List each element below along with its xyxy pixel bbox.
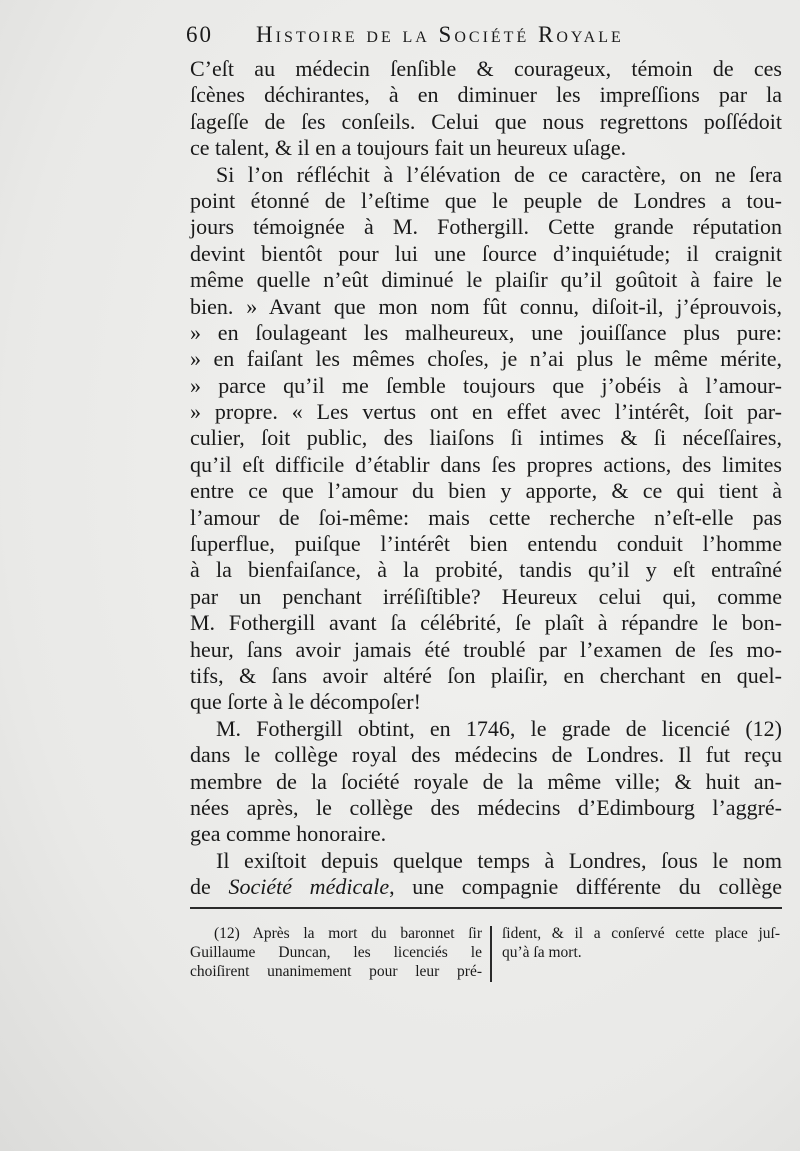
running-head: Histoire de la Société Royale <box>256 22 624 47</box>
footnote-line: Guillaume Duncan, les licenciés le <box>190 944 482 961</box>
text-line: » en faiſant les mêmes choſes, je n’ai plus le même mérite, <box>190 346 782 372</box>
text-line <box>190 874 782 900</box>
main-text <box>190 56 782 901</box>
text-line: Si l’on réfléchit à l’élévation de ce caractère, on ne ſera <box>216 161 782 187</box>
text-line: à la bienfaiſance, à la probité, tandis qu’il y eſt entraîné <box>190 557 782 583</box>
text-line: » en ſoulageant les malheureux, une jouiſſance plus pure: <box>190 319 782 345</box>
text-line: culier, ſoit public, des liaiſons ſi intimes & ſi néceſſaires, <box>190 425 782 451</box>
italic-term: Société médicale <box>228 874 390 900</box>
text-line: Il exiſtoit depuis quelque temps à Londres, ſous le nom <box>216 847 782 873</box>
page-number: 60 <box>186 22 213 47</box>
footnote-line: qu’à ſa mort. <box>502 944 582 961</box>
text-line: membre de la ſociété royale de la même ville; & huit an- <box>190 768 782 794</box>
text-line: ſuperflue, puiſque l’intérêt bien entendu conduit l’homme <box>190 531 782 557</box>
footnote-line: ſident, & il a conſervé cette place juſ- <box>502 925 780 942</box>
footnote-right-column <box>502 924 780 962</box>
text-line: bien. » Avant que mon nom fût connu, diſoit-il, j’éprouvois, <box>190 293 782 319</box>
footnote-column-divider <box>490 926 492 982</box>
footnote-left-column <box>190 924 482 981</box>
text-line: par un penchant irréſiſtible? Heureux celui qui, comme <box>190 583 782 609</box>
text-fragment: , une compagnie différente du collège <box>389 874 782 900</box>
footnote-rule <box>190 907 782 909</box>
text-fragment: de <box>190 874 211 900</box>
text-line: » propre. « Les vertus ont en effet avec l’intérêt, ſoit par- <box>190 399 782 425</box>
text-line: M. Fothergill obtint, en 1746, le grade de licencié (12) <box>216 715 782 741</box>
text-line: ſageſſe de ſes conſeils. Celui que nous regrettons poſſédoit <box>190 108 782 134</box>
text-line: M. Fothergill avant ſa célébrité, ſe plaît à répandre le bon- <box>190 610 782 636</box>
text-line: dans le collège royal des médecins de Londres. Il fut reçu <box>190 742 782 768</box>
text-line: que ſorte à le décompoſer! <box>190 689 421 715</box>
page-header <box>186 22 746 56</box>
text-line: entre ce que l’amour du bien y apporte, & ce qui tient à <box>190 478 782 504</box>
footnote-line: choiſirent unanimement pour leur pré- <box>190 963 482 980</box>
text-line: l’amour de ſoi-même: mais cette recherche n’eſt-elle pas <box>190 504 782 530</box>
text-line: gea comme honoraire. <box>190 821 387 847</box>
footnote-area <box>190 924 782 984</box>
footnote-line: (12) Après la mort du baronnet ſir <box>214 925 482 942</box>
text-line: devint bientôt pour lui une ſource d’inquiétude; il craignit <box>190 240 782 266</box>
text-line: » parce qu’il me ſemble toujours que j’obéis à l’amour- <box>190 372 782 398</box>
text-line: heur, ſans avoir jamais été troublé par l’examen de ſes mo- <box>190 636 782 662</box>
text-line: C’eſt au médecin ſenſible & courageux, témoin de ces <box>190 56 782 81</box>
text-line: ſcènes déchirantes, à en diminuer les impreſſions par la <box>190 82 782 108</box>
text-line: jours témoignée à M. Fothergill. Cette grande réputation <box>190 214 782 240</box>
text-line: qu’il eſt difficile d’établir dans ſes propres actions, des limites <box>190 451 782 477</box>
text-line: tifs, & ſans avoir altéré ſon plaiſir, en cherchant en quel- <box>190 662 782 688</box>
text-line: ce talent, & il en a toujours fait un heureux uſage. <box>190 135 627 161</box>
text-line: point étonné de l’eſtime que le peuple de Londres a tou- <box>190 187 782 213</box>
text-line: nées après, le collège des médecins d’Edimbourg l’aggré- <box>190 794 782 820</box>
text-line: même quelle n’eût diminué le plaiſir qu’il goûtoit à faire le <box>190 267 782 293</box>
